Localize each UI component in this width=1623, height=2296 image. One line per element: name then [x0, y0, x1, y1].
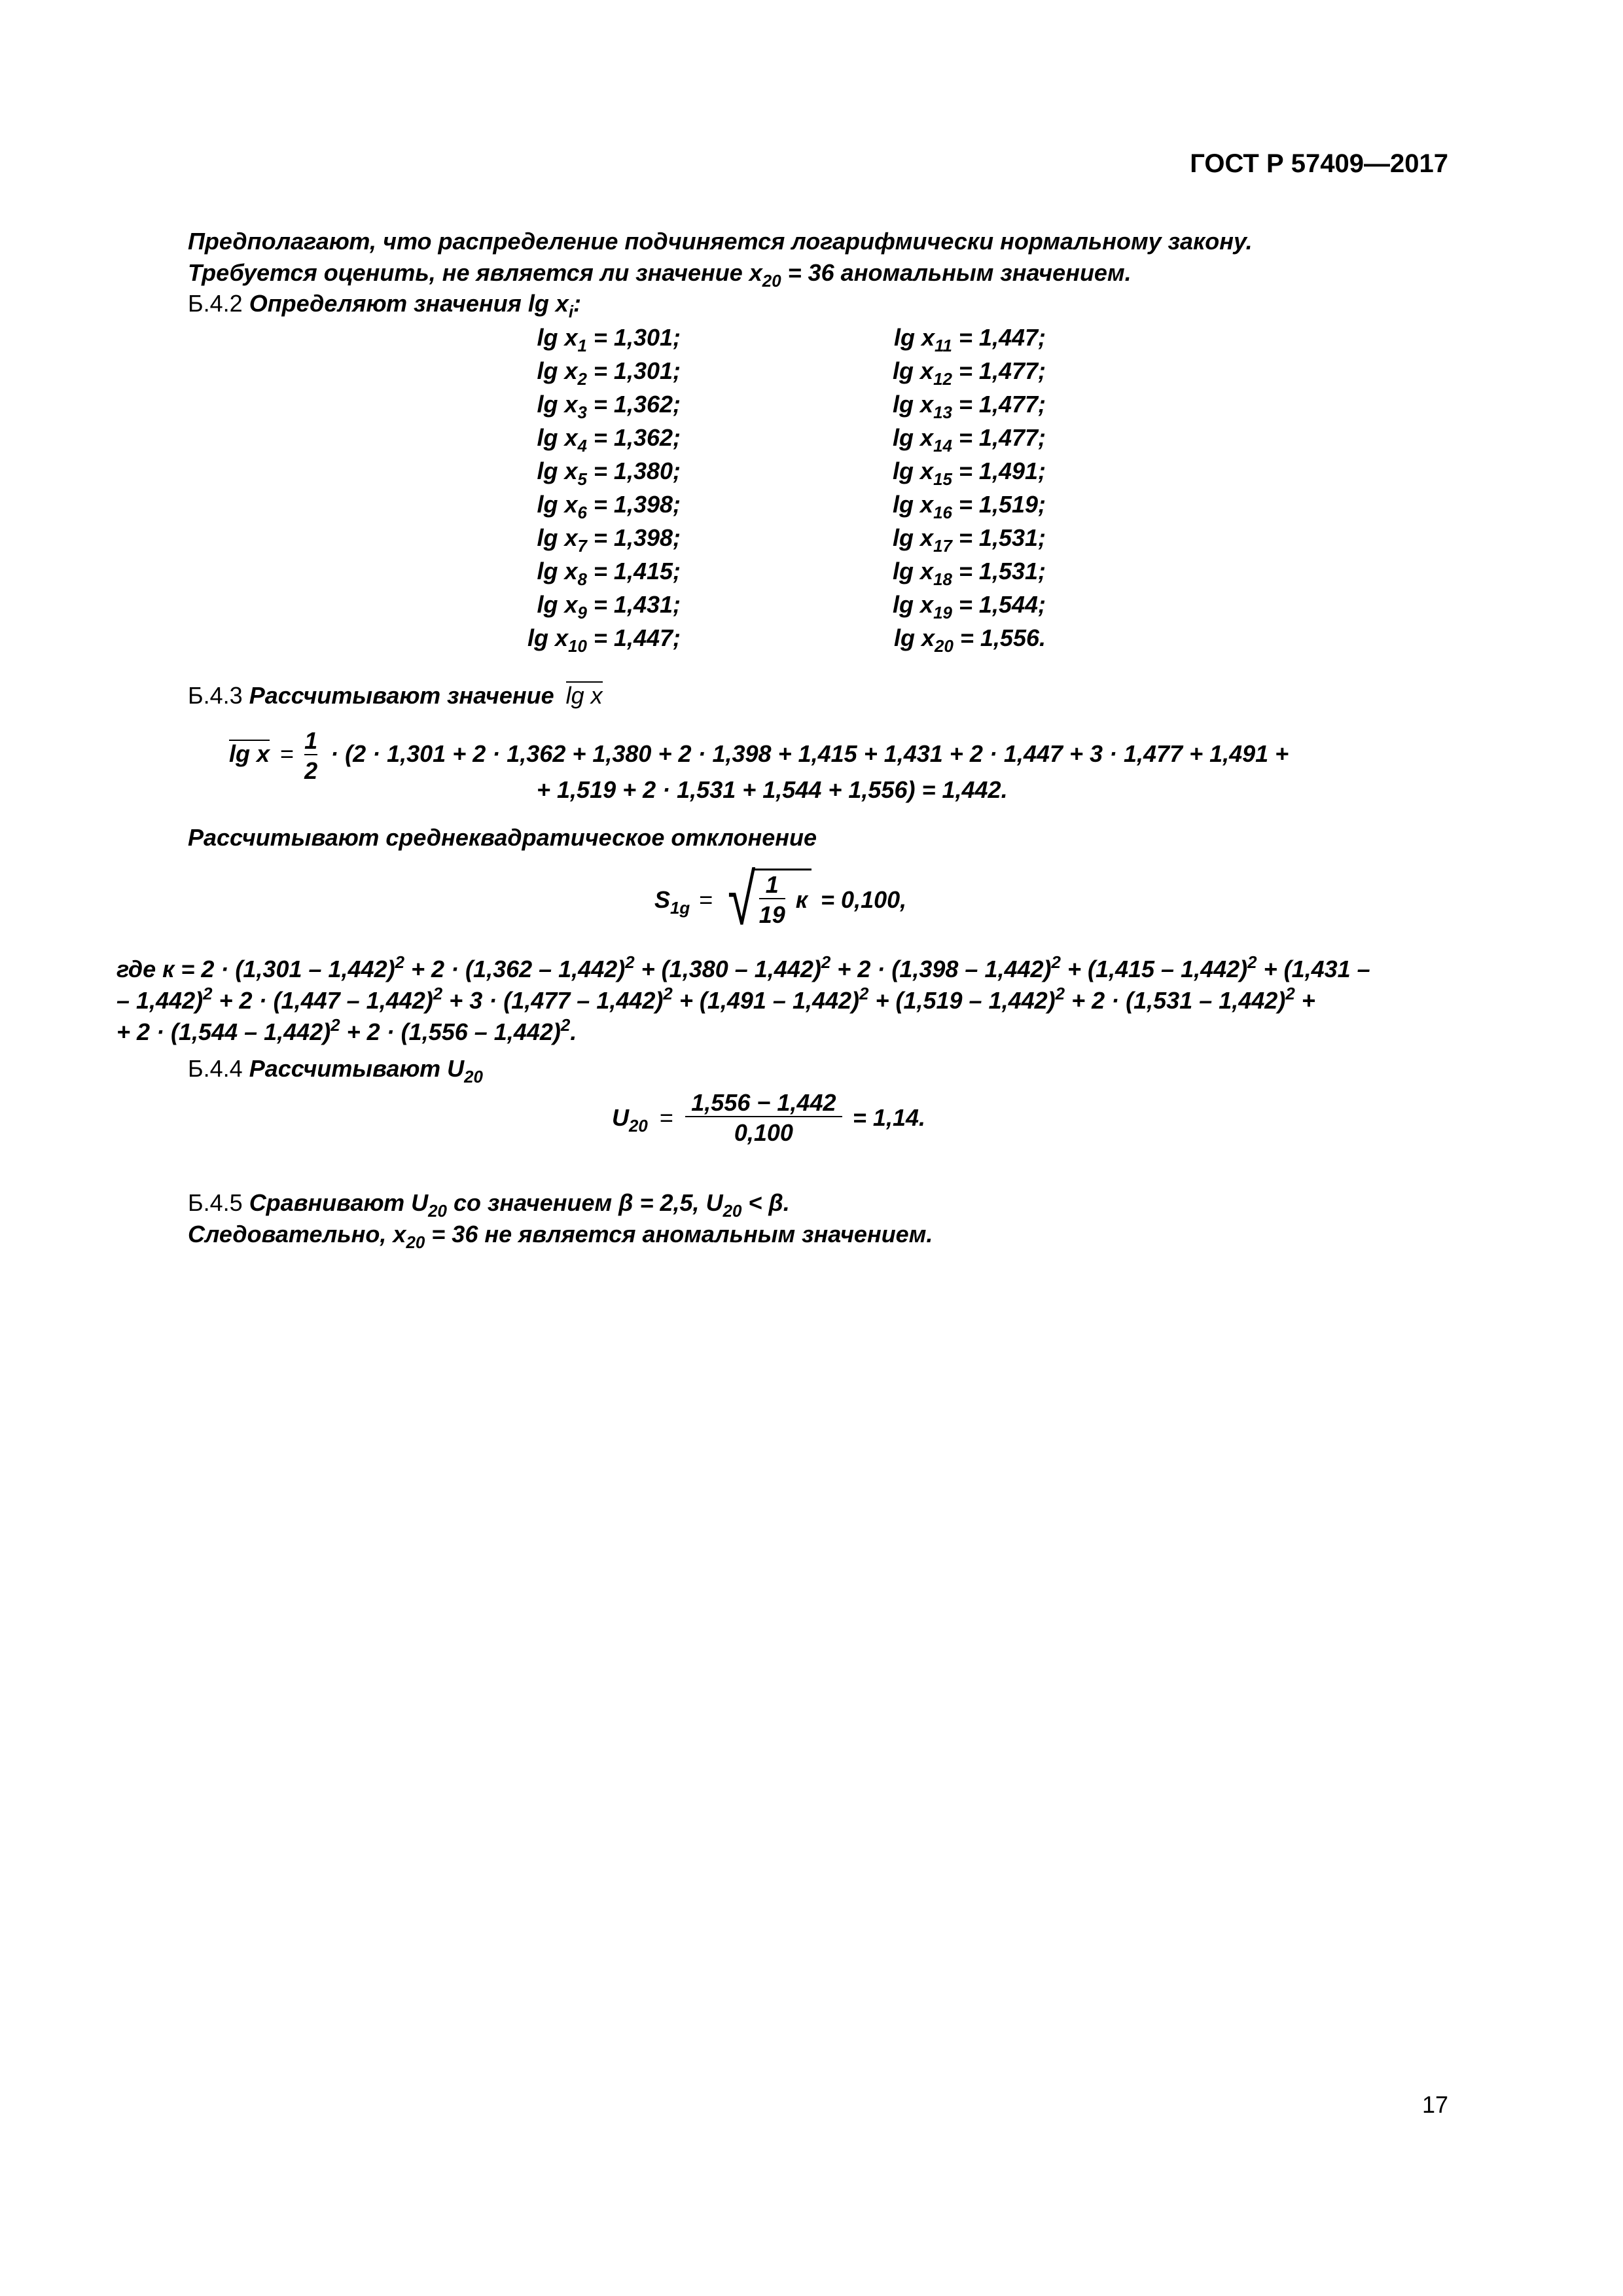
lg-value: = 1,531;: [952, 524, 1046, 551]
u-formula-lhs: [612, 1103, 648, 1136]
k-exponent: 2: [625, 953, 635, 972]
lg-value: = 1,362;: [586, 391, 681, 418]
k-term: + (1,491 – 1,442): [672, 987, 860, 1014]
lg-value: = 1,301;: [586, 357, 681, 384]
k-exponent: 2: [663, 984, 673, 1003]
mean-formula-lhs: lg x: [229, 740, 270, 768]
k-term: + (1,415 – 1,442): [1060, 956, 1248, 982]
lg-index: 12: [933, 370, 952, 389]
lg-index: 2: [577, 370, 587, 389]
lg-label: lg x: [537, 491, 578, 518]
mean-symbol: lg x: [565, 682, 603, 709]
fraction-numerator: 1: [304, 727, 318, 754]
sqrt-sign-icon: √: [728, 859, 756, 940]
lg-value-item: [893, 591, 1046, 623]
u-formula-equals: =: [659, 1103, 673, 1131]
lg-index: 4: [577, 437, 587, 456]
lg-index: 6: [577, 504, 587, 523]
lg-value: = 1,477;: [952, 357, 1046, 384]
k-definition-line-1: [116, 954, 1370, 984]
lg-value-item: [893, 491, 1046, 523]
intro-line-1: Предполагают, что распределение подчиняется логарифмически нормальному закону.: [188, 228, 1253, 255]
k-exponent: 2: [203, 984, 213, 1003]
lg-label: lg x: [893, 457, 934, 484]
u-formula: [612, 1090, 925, 1145]
k-definition-line-2: [116, 986, 1315, 1016]
lg-label: lg x: [537, 424, 578, 451]
lg-index: 11: [934, 337, 952, 356]
k-exponent: 2: [821, 953, 831, 972]
conclusion-suffix: = 36 не является аномальным значением.: [425, 1221, 933, 1247]
b45-sub-2: 20: [722, 1202, 742, 1221]
lg-label: lg x: [893, 424, 934, 451]
lg-index: 20: [935, 637, 954, 656]
lg-index: 18: [933, 571, 952, 590]
page-number: 17: [1421, 2091, 1448, 2118]
section-heading-text: Рассчитывают U: [249, 1055, 465, 1082]
section-b44: [188, 1054, 483, 1087]
fraction-denominator: 0,100: [685, 1116, 842, 1146]
section-number: Б.4.3: [188, 682, 243, 709]
sd-k: к: [795, 886, 808, 913]
lg-index: 5: [577, 471, 587, 490]
mean-formula-line-2: + 1,519 + 2 · 1,531 + 1,544 + 1,556) = 1,442.: [537, 776, 1008, 803]
fraction-denominator: 2: [304, 754, 317, 784]
lg-label: lg x: [893, 391, 934, 418]
conclusion: [188, 1219, 933, 1253]
k-term: + (1,519 – 1,442): [868, 987, 1056, 1014]
lg-label: lg x: [537, 457, 578, 484]
lg-index: 8: [577, 571, 587, 590]
lg-index: 1: [577, 337, 587, 356]
lg-label: lg x: [893, 558, 934, 584]
lg-value: = 1,415;: [586, 558, 681, 584]
section-heading: [249, 290, 582, 322]
k-term: + 2 · (1,447 – 1,442): [212, 987, 433, 1014]
lg-value-item: [537, 524, 681, 556]
lg-value: = 1,544;: [952, 591, 1046, 618]
sd-formula-lhs: [654, 886, 690, 918]
k-exponent: 2: [1285, 984, 1295, 1003]
lg-value-item: [527, 624, 681, 656]
fraction-numerator: 1: [765, 871, 779, 899]
k-exponent: 2: [433, 984, 443, 1003]
k-term: + 2 · (1,398 – 1,442): [830, 956, 1052, 982]
lg-label: lg x: [893, 357, 934, 384]
b45-text-2: со значением β = 2,5, U: [446, 1189, 723, 1216]
lg-value-item: [893, 391, 1046, 423]
k-exponent: 2: [1247, 953, 1257, 972]
lg-label: lg x: [527, 624, 569, 651]
lg-value: = 1,531;: [952, 558, 1046, 584]
lg-value: = 1,477;: [952, 391, 1046, 418]
section-heading-sub: i: [568, 303, 574, 322]
section-heading: [249, 1189, 790, 1221]
k-term: + (1,380 – 1,442): [634, 956, 821, 982]
k-exponent: 2: [560, 1016, 571, 1035]
lg-value: = 1,447;: [586, 624, 681, 651]
intro-line-2-prefix: Требуется оценить, не является ли значение x: [188, 259, 762, 286]
fraction-denominator: 19: [759, 898, 785, 928]
sqrt-radicand: [753, 869, 812, 927]
section-number: Б.4.5: [188, 1189, 243, 1216]
fraction-one-nineteenth: [759, 872, 785, 927]
k-definition-line-3: [116, 1017, 577, 1047]
lg-value-item: [894, 624, 1046, 656]
lg-value: = 1,491;: [952, 457, 1046, 484]
k-term: – 1,442): [116, 987, 204, 1014]
lg-index: 7: [577, 537, 587, 556]
mean-formula-line-1: · (2 · 1,301 + 2 · 1,362 + 1,380 + 2 · 1,398 + 1,415 + 1,431 + 2 · 1,447 + 3 · 1,477 + 1,491 +: [330, 740, 1289, 768]
k-exponent: 2: [1051, 953, 1061, 972]
lg-value: = 1,380;: [586, 457, 681, 484]
b45-text-1: Сравнивают U: [249, 1189, 429, 1216]
k-exponent: 2: [330, 1016, 340, 1035]
lg-value: = 1,447;: [952, 324, 1046, 351]
lg-index: 15: [933, 471, 952, 490]
section-number: Б.4.4: [188, 1055, 243, 1082]
k-exponent: 2: [395, 953, 405, 972]
lg-label: lg x: [537, 357, 578, 384]
section-b45: [188, 1188, 790, 1221]
sqrt-expression: [722, 859, 812, 940]
lg-value-item: [537, 591, 681, 623]
mean-formula-equals: =: [280, 740, 294, 768]
u-lhs-sub: 20: [629, 1117, 648, 1136]
document-number: ГОСТ Р 57409—2017: [1190, 149, 1448, 178]
lg-value: = 1,556.: [953, 624, 1046, 651]
lg-index: 9: [577, 604, 587, 623]
k-term: .: [570, 1018, 577, 1045]
lg-label: lg x: [893, 524, 934, 551]
lg-value-item: [893, 558, 1046, 590]
sd-formula-equals: =: [699, 886, 713, 913]
b45-sub-1: 20: [428, 1202, 447, 1221]
lg-label: lg x: [893, 491, 934, 518]
sd-formula-result: = 0,100,: [821, 886, 907, 913]
lg-value-item: [537, 457, 681, 490]
sd-intro: Рассчитывают среднеквадратическое отклонение: [188, 824, 817, 851]
sd-formula: [654, 859, 907, 940]
lg-value: = 1,477;: [952, 424, 1046, 451]
lg-value-item: [537, 357, 681, 389]
lg-value: = 1,301;: [586, 324, 681, 351]
k-term: + 2 · (1,556 – 1,442): [340, 1018, 561, 1045]
intro-line-2-sub: 20: [762, 272, 781, 291]
lg-index: 17: [933, 537, 952, 556]
section-heading: [249, 1055, 483, 1087]
lg-value-item: [537, 491, 681, 523]
conclusion-prefix: Следовательно, x: [188, 1221, 406, 1247]
lg-value: = 1,362;: [586, 424, 681, 451]
lg-value: = 1,431;: [586, 591, 681, 618]
lg-value-item: [893, 524, 1046, 556]
conclusion-sub: 20: [406, 1234, 425, 1253]
lg-value-item: [537, 558, 681, 590]
intro-line-2-suffix: = 36 аномальным значением.: [781, 259, 1132, 286]
fraction-one-half: [304, 728, 317, 783]
u-formula-result: = 1,14.: [852, 1103, 925, 1131]
lg-index: 16: [933, 504, 952, 523]
k-term: + 2 · (1,544 – 1,442): [116, 1018, 331, 1045]
lg-value-item: [893, 457, 1046, 490]
lg-label: lg x: [537, 558, 578, 584]
section-b43: [188, 681, 603, 711]
lg-index: 10: [568, 637, 587, 656]
u-fraction: [685, 1090, 842, 1145]
section-heading-sub: 20: [464, 1068, 483, 1087]
lg-label: lg x: [893, 591, 934, 618]
lg-label: lg x: [537, 524, 578, 551]
lg-value-item: [893, 424, 1046, 456]
lg-value-item: [893, 357, 1046, 389]
fraction-numerator: 1,556 − 1,442: [691, 1089, 836, 1116]
lg-label: lg x: [537, 391, 578, 418]
lg-label: lg x: [537, 324, 578, 351]
k-term: + (1,431 –: [1257, 956, 1370, 982]
k-term: + 3 · (1,477 – 1,442): [442, 987, 664, 1014]
lg-value-item: [537, 391, 681, 423]
lg-value: = 1,398;: [586, 491, 681, 518]
lg-label: lg x: [537, 591, 578, 618]
lg-index: 19: [933, 604, 952, 623]
section-heading-text: Определяют значения lg x: [249, 290, 569, 317]
lg-label: lg x: [894, 624, 935, 651]
lg-value: = 1,519;: [952, 491, 1046, 518]
sd-lhs-sub: 1g: [670, 899, 690, 918]
k-term: где к = 2 · (1,301 – 1,442): [116, 956, 395, 982]
section-b42: [188, 289, 582, 322]
lg-index: 14: [933, 437, 952, 456]
sd-lhs-letter: S: [654, 886, 671, 913]
k-exponent: 2: [859, 984, 869, 1003]
lg-label: lg x: [893, 324, 935, 351]
k-exponent: 2: [1055, 984, 1065, 1003]
lg-value-item: [537, 424, 681, 456]
section-heading: Рассчитывают значение: [249, 682, 554, 709]
k-term: + 2 · (1,362 – 1,442): [404, 956, 626, 982]
b45-text-3: < β.: [741, 1189, 790, 1216]
lg-index: 13: [933, 404, 952, 423]
k-term: + 2 · (1,531 – 1,442): [1065, 987, 1286, 1014]
lg-value-item: [537, 324, 681, 356]
section-number: Б.4.2: [188, 290, 243, 317]
k-term: +: [1294, 987, 1315, 1014]
lg-value: = 1,398;: [586, 524, 681, 551]
lg-index: 3: [577, 404, 587, 423]
u-lhs-letter: U: [612, 1103, 629, 1131]
lg-value-item: [893, 324, 1046, 356]
intro-line-2: [188, 258, 1132, 291]
section-heading-colon: :: [573, 290, 582, 317]
